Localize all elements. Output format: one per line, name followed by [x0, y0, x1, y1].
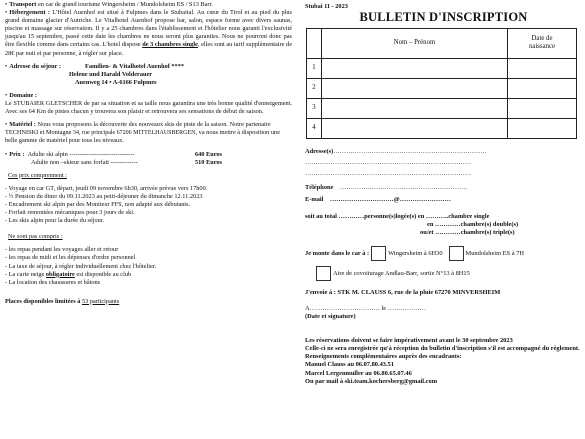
list-item: - La location des chaussures et bâtons: [5, 278, 101, 286]
hotel-name: Familien- & Vitalhotel Auenhof ****: [85, 62, 185, 70]
list-item: - La carte neige obligatoire est disponible au club: [5, 270, 132, 278]
car-pickup-row: [305, 246, 582, 261]
list-item: - Les skis alpin pour la durée du séjour.: [5, 217, 105, 225]
andlau-barr-checkbox[interactable]: [316, 266, 331, 281]
transport-label: Transport: [9, 1, 37, 8]
domaine-text: Le STUBAIER GLETSCHER de par sa situation et sa taille nous garantira une très bonne qualité d'enneigement. Avec ses 64 Km de pistes chacun y trouvera son plaisir et retrouvera ses sensations de début de saison.: [5, 100, 292, 116]
included-title: Ces prix comprennent :: [8, 171, 67, 179]
prices-block: [5, 151, 292, 167]
address-field-label: Adresse(s): [305, 147, 334, 155]
notes-block: [305, 337, 582, 386]
email-field[interactable]: E-mail …………………………@……………………: [305, 196, 451, 204]
note-line: Renseignements complémentaires auprès des encadrants:: [305, 353, 462, 361]
places-line: Places disponibles limitées à 53 participants: [5, 297, 120, 305]
note-line: Manuel Clauss au 06.07.80.43.51: [305, 361, 394, 369]
price-label: Prix :: [9, 150, 25, 158]
partner-address: 34, rue principale 67206 MITTELHAUSBERGEN: [73, 130, 196, 137]
name-cell[interactable]: [322, 118, 508, 138]
list-item: - Encadrement ski alpin par des Moniteur FFS, non adapté aux débutants.: [5, 200, 191, 208]
row-number: 1: [307, 58, 322, 78]
name-cell[interactable]: [322, 78, 508, 98]
list-item: - ½ Pension du diner du 09.11.2023 au petit-déjeuner du dimanche 12.11.2023: [5, 192, 203, 200]
row-number: 4: [307, 118, 322, 138]
domaine-label: Domaine :: [9, 91, 38, 99]
materiel-paragraph: [5, 121, 292, 145]
price-row-1-amount: 640 Euros: [195, 150, 223, 158]
hebergement-text: L'Hôtel Auenhof est situé à Fulpmes dans le Stubaital. Au cœur du Tirol et au pied du plus grand domaine glacier d'Autriche. Le Vitalhotel Auenhof propose bar, salon, espace forme avec divers saunas, piscine et massage sur réservation. Il y a 25 chambres dans l'établissement et l'hôtelier nous garanti l'exclusivité jusqu'au 15 septembre, passé cette date les chambres ne nous seront plus garanties. Nous ne pourront donc pas être flexible comme dans certains cas. L'hotel dispose: [5, 9, 292, 49]
materiel-text-end: , va nous mettre à disposition une belle gamme de matériel pour tous les niveaux.: [5, 129, 280, 145]
hotel-owners: Helene und Harald Volderauer: [69, 70, 153, 78]
telephone-label: Téléphone: [305, 183, 334, 191]
seat-line-3: ou/et …………chambre(s) triple(s): [420, 229, 515, 237]
list-item: - les repas de midi et les dépenses d'ordre personnel: [5, 254, 136, 262]
row-number: 2: [307, 78, 322, 98]
note-line: Ou par mail à ski.team.kochersberg@gmail.com: [305, 377, 438, 385]
mundolsheim-option-label: Mundolsheim ES à 7H: [465, 249, 524, 257]
doc-header: Stubai 11 - 2023: [305, 3, 348, 10]
mandatory-note: obligatoire: [45, 270, 75, 278]
list-item: - Voyage en car GT, départ, jeudi 09 novembre 6h30, arrivée prévue vers 17h00.: [5, 184, 208, 192]
andlau-barr-option-label: Aire de covoiturage Andlau-Barr, sortie N°13 à 8H15: [333, 269, 470, 277]
note-line: Les réservations doivent se faire impérativement avant le 30 septembre 2023: [305, 336, 513, 344]
wingersheim-checkbox[interactable]: [371, 246, 386, 261]
name-cell[interactable]: [322, 98, 508, 118]
price-row-2-label: Adulte non –skieur sans forfait -------------: [31, 158, 138, 166]
birthdate-cell[interactable]: [508, 78, 577, 98]
address-label: Adresse du séjour :: [9, 62, 61, 70]
price-row-2-amount: 510 Euros: [195, 158, 223, 166]
note-line: Marcel Lergenmuller au 06.80.65.07.46: [305, 369, 412, 377]
name-column-header: Nom – Prénom: [322, 28, 508, 58]
right-column: [305, 3, 582, 386]
participants-table: [306, 28, 577, 139]
single-rooms-note: de 3 chambres single: [142, 41, 198, 49]
wingersheim-option-label: Wingersheim à 6H30: [388, 249, 443, 257]
hebergement-paragraph: [5, 9, 292, 58]
domaine-label-line: [5, 92, 292, 100]
page-title: BULLETIN D'INSCRIPTION: [359, 9, 528, 24]
list-item: - les repas pendant les voyages aller et retour: [5, 246, 119, 254]
not-included-title: Ne sont pas compris :: [8, 233, 63, 241]
birthdate-cell[interactable]: [508, 118, 577, 138]
email-label: E-mail: [305, 196, 324, 204]
address-field[interactable]: Adresse(s)………………………………………………………………: [305, 147, 487, 155]
birthdate-cell[interactable]: [508, 58, 577, 78]
table-row: [307, 58, 577, 78]
table-row: [307, 78, 577, 98]
signature-label: (Date et signature): [305, 312, 356, 320]
birth-column-header: Date de naissance: [508, 28, 577, 58]
telephone-field[interactable]: Téléphone ……………………………………………………: [305, 183, 468, 191]
mundolsheim-checkbox[interactable]: [449, 246, 464, 261]
address-field-line-2[interactable]: ……………………………………………………………………: [305, 158, 472, 166]
table-row: [307, 118, 577, 138]
seat-line-2: en …………chambre(s) double(s): [427, 221, 519, 229]
table-row: [307, 98, 577, 118]
list-item: - La taxe de séjour, à régler individuellement chez l'hôtelier.: [5, 262, 157, 270]
included-list: [5, 185, 292, 225]
hotel-street: Auenweg 14 • A-6166 Fulpmes: [75, 78, 157, 86]
list-item: - Forfait remontées mécaniques pour 3 jours de ski.: [5, 209, 135, 217]
transport-line: [5, 1, 292, 9]
signature-place-date[interactable]: A…………………………… le ………………: [305, 304, 427, 312]
hebergement-label: Hébergement :: [9, 9, 50, 17]
address-block: [5, 63, 292, 87]
note-line: Celle-ci ne sera enregistrée qu'à réception du bulletin d'inscription s'il est accompagné du règlement.: [305, 344, 580, 352]
name-cell[interactable]: [322, 58, 508, 78]
address-field-line-3[interactable]: ……………………………………………………………………: [305, 169, 472, 177]
send-to-line: J'envoie à : STK M. CLAUSS 6, rue de la pluie 67270 MINVERSHEIM: [305, 289, 501, 297]
table-header-row: [307, 28, 577, 58]
not-included-list: [5, 246, 292, 286]
row-number: 3: [307, 98, 322, 118]
transport-text: en car de grand tourisme Wingersheim / Mundolsheim ES / S13 Barr.: [36, 1, 213, 8]
materiel-text: Nous vous proposons la découverte des nouveaux skis de piste de la saison. Notre partenaire TECHNISKI et Montagne: [5, 121, 271, 137]
hebergement-text-end: , elles sont au tarif supplémentaire de 28€ par nuit et par personne, à régler sur place.: [5, 41, 292, 57]
places-count: 53 participants: [81, 297, 120, 305]
price-row-1-label: Adulte ski alpin -------------------------------: [27, 150, 135, 158]
car-pickup-row-2: [305, 266, 582, 281]
seat-line-1: soit au total …………personne(s)logée(s) en ………..chambre single: [305, 213, 490, 221]
left-column: [5, 1, 292, 306]
car-pickup-label: Je monte dans le car à :: [305, 249, 370, 257]
birthdate-cell[interactable]: [508, 98, 577, 118]
materiel-label: Matériel :: [9, 121, 36, 129]
